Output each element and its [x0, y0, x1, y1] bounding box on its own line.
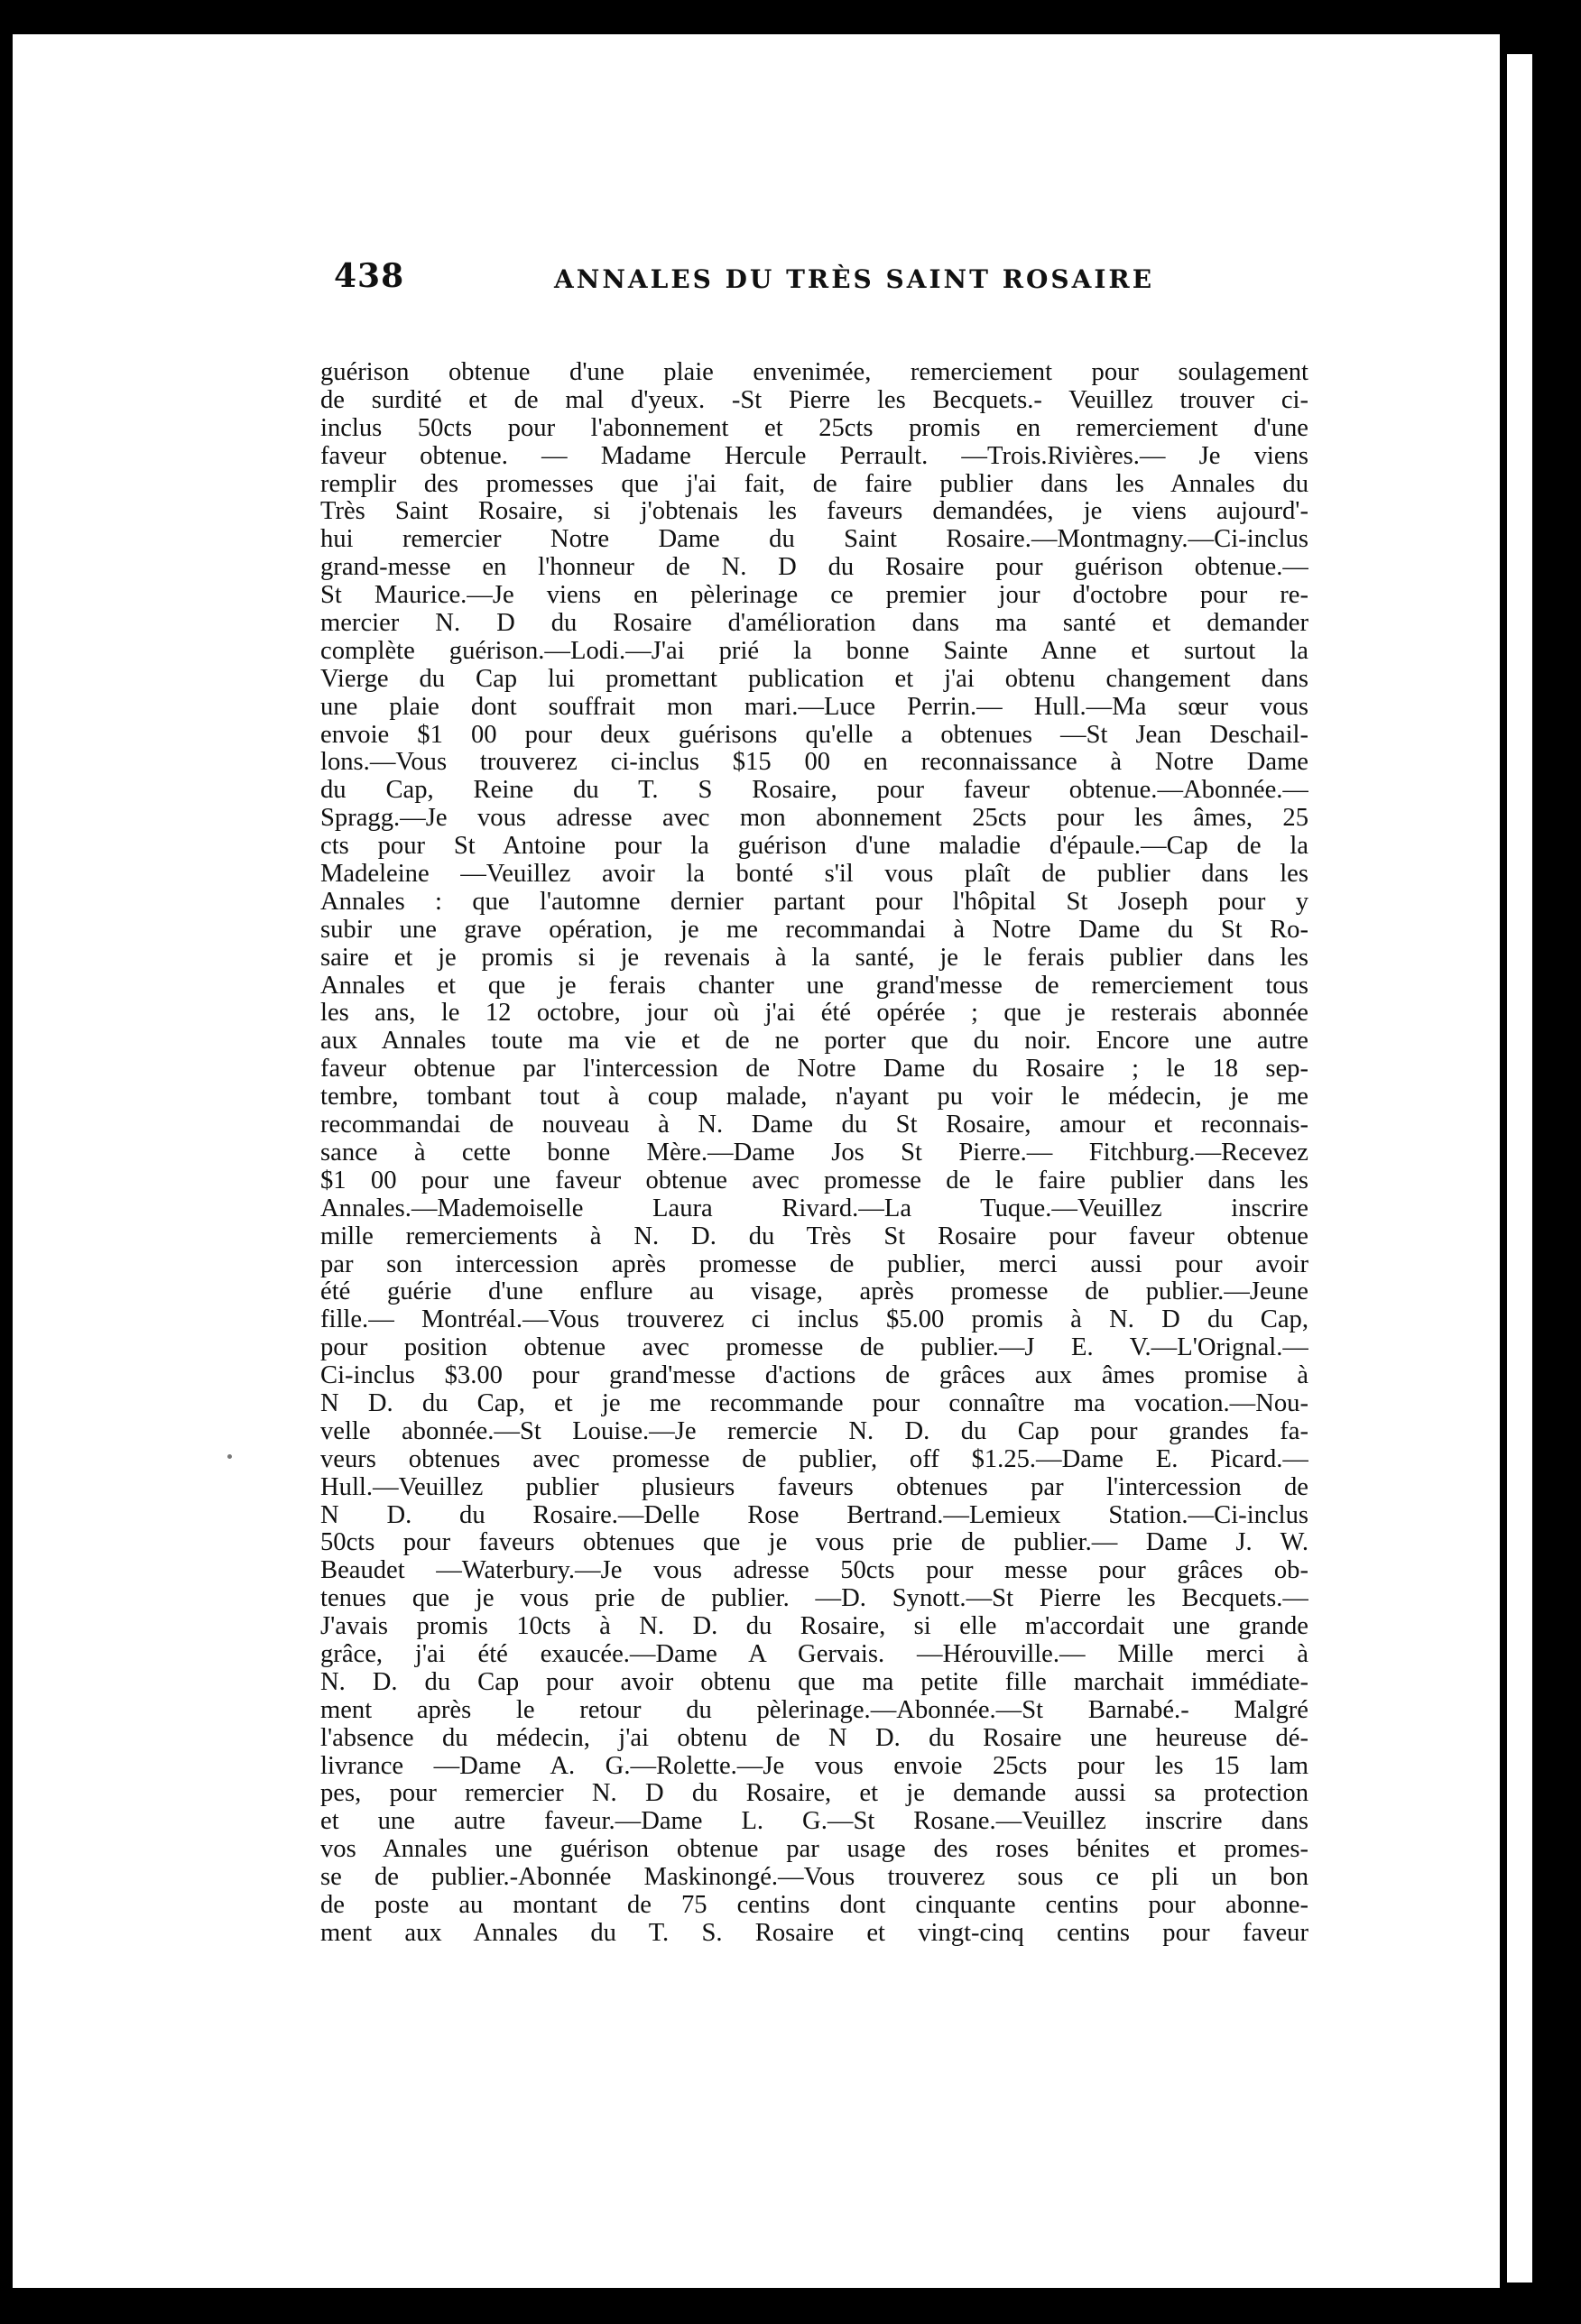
text-line: saire et je promis si je revenais à la santé, je le ferais publier dans les	[320, 944, 1308, 972]
text-line: fille.— Montréal.—Vous trouverez ci inclus $5.00 promis à N. D du Cap,	[320, 1306, 1308, 1334]
text-line: remplir des promesses que j'ai fait, de faire publier dans les Annales du	[320, 470, 1308, 498]
text-line: pour position obtenue avec promesse de publier.—J E. V.—L'Orignal.—	[320, 1334, 1308, 1362]
text-line: St Maurice.—Je viens en pèlerinage ce premier jour d'octobre pour re-	[320, 582, 1308, 610]
text-line: inclus 50cts pour l'abonnement et 25cts promis en remerciement d'une	[320, 414, 1308, 442]
text-line: mille remerciements à N. D. du Très St Rosaire pour faveur obtenue	[320, 1222, 1308, 1250]
text-line: pes, pour remercier N. D du Rosaire, et je demande aussi sa protection	[320, 1780, 1308, 1808]
text-line: tenues que je vous prie de publier. —D. Synott.—St Pierre les Becquets.—	[320, 1585, 1308, 1613]
text-line: Annales.—Mademoiselle Laura Rivard.—La Tuque.—Veuillez inscrire	[320, 1194, 1308, 1222]
page-number: 438	[334, 257, 405, 295]
text-line: hui remercier Notre Dame du Saint Rosaire.—Montmagny.—Ci-inclus	[320, 526, 1308, 554]
text-line: du Cap, Reine du T. S Rosaire, pour faveur obtenue.—Abonnée.—	[320, 777, 1308, 805]
text-line: une plaie dont souffrait mon mari.—Luce Perrin.— Hull.—Ma sœur vous	[320, 693, 1308, 721]
text-line: de surdité et de mal d'yeux. -St Pierre les Becquets.- Veuillez trouver ci-	[320, 386, 1308, 414]
text-line: cts pour St Antoine pour la guérison d'une maladie d'épaule.—Cap de la	[320, 833, 1308, 861]
text-line: ment aux Annales du T. S. Rosaire et vingt-cinq centins pour faveur	[320, 1919, 1308, 1947]
text-line: vos Annales une guérison obtenue par usage des roses bénites et promes-	[320, 1836, 1308, 1864]
text-line: $1 00 pour une faveur obtenue avec promesse de le faire publier dans les	[320, 1167, 1308, 1194]
page-header	[334, 257, 1173, 302]
text-line: N D. du Rosaire.—Delle Rose Bertrand.—Lemieux Station.—Ci-inclus	[320, 1501, 1308, 1529]
text-line: complète guérison.—Lodi.—J'ai prié la bonne Sainte Anne et surtout la	[320, 637, 1308, 665]
text-line: grâce, j'ai été exaucée.—Dame A Gervais. —Hérouville.— Mille merci à	[320, 1640, 1308, 1668]
text-line: et une autre faveur.—Dame L. G.—St Rosane.—Veuillez inscrire dans	[320, 1808, 1308, 1836]
text-line: l'absence du médecin, j'ai obtenu de N D. du Rosaire une heureuse dé-	[320, 1724, 1308, 1752]
text-line: recommandai de nouveau à N. Dame du St Rosaire, amour et reconnais-	[320, 1111, 1308, 1139]
text-line: Annales : que l'automne dernier partant pour l'hôpital St Joseph pour y	[320, 888, 1308, 916]
text-line: veurs obtenues avec promesse de publier, off $1.25.—Dame E. Picard.—	[320, 1445, 1308, 1473]
text-line: été guérie d'une enflure au visage, après promesse de publier.—Jeune	[320, 1278, 1308, 1306]
text-line: J'avais promis 10cts à N. D. du Rosaire, si elle m'accordait une grande	[320, 1613, 1308, 1641]
running-title: ANNALES DU TRÈS SAINT ROSAIRE	[554, 264, 1155, 294]
text-line: livrance —Dame A. G.—Rolette.—Je vous envoie 25cts pour les 15 lam	[320, 1752, 1308, 1780]
facing-page-edge	[1507, 54, 1532, 2282]
scan-speck	[227, 1454, 232, 1459]
text-line: Très Saint Rosaire, si j'obtenais les faveurs demandées, je viens aujourd'-	[320, 498, 1308, 526]
text-line: Beaudet —Waterbury.—Je vous adresse 50cts pour messe pour grâces ob-	[320, 1557, 1308, 1585]
text-line: faveur obtenue. — Madame Hercule Perrault. —Trois.Rivières.— Je viens	[320, 442, 1308, 470]
text-line: envoie $1 00 pour deux guérisons qu'elle a obtenues —St Jean Deschail-	[320, 721, 1308, 749]
text-line: sance à cette bonne Mère.—Dame Jos St Pierre.— Fitchburg.—Recevez	[320, 1139, 1308, 1167]
text-line: grand-messe en l'honneur de N. D du Rosaire pour guérison obtenue.—	[320, 554, 1308, 582]
text-line: mercier N. D du Rosaire d'amélioration dans ma santé et demander	[320, 610, 1308, 638]
text-line: Ci-inclus $3.00 pour grand'messe d'actions de grâces aux âmes promise à	[320, 1362, 1308, 1390]
text-line: N D. du Cap, et je me recommande pour connaître ma vocation.—Nou-	[320, 1389, 1308, 1417]
text-line: 50cts pour faveurs obtenues que je vous prie de publier.— Dame J. W.	[320, 1529, 1308, 1557]
text-line: N. D. du Cap pour avoir obtenu que ma petite fille marchait immédiate-	[320, 1668, 1308, 1696]
text-line: Madeleine —Veuillez avoir la bonté s'il vous plaît de publier dans les	[320, 861, 1308, 889]
text-line: Spragg.—Je vous adresse avec mon abonnement 25cts pour les âmes, 25	[320, 805, 1308, 833]
text-line: velle abonnée.—St Louise.—Je remercie N. D. du Cap pour grandes fa-	[320, 1417, 1308, 1445]
text-line: lons.—Vous trouverez ci-inclus $15 00 en reconnaissance à Notre Dame	[320, 749, 1308, 777]
text-line: aux Annales toute ma vie et de ne porter que du noir. Encore une autre	[320, 1028, 1308, 1056]
text-line: de poste au montant de 75 centins dont cinquante centins pour abonne-	[320, 1891, 1308, 1919]
text-line: ment après le retour du pèlerinage.—Abonnée.—St Barnabé.- Malgré	[320, 1696, 1308, 1724]
text-line: les ans, le 12 octobre, jour où j'ai été opérée ; que je resterais abonnée	[320, 1000, 1308, 1028]
text-line: Annales et que je ferais chanter une grand'messe de remerciement tous	[320, 972, 1308, 1000]
text-line: guérison obtenue d'une plaie envenimée, remerciement pour soulagement	[320, 359, 1308, 386]
text-line: subir une grave opération, je me recommandai à Notre Dame du St Ro-	[320, 916, 1308, 944]
text-line: Vierge du Cap lui promettant publication et j'ai obtenu changement dans	[320, 665, 1308, 693]
text-line: par son intercession après promesse de publier, merci aussi pour avoir	[320, 1250, 1308, 1278]
text-line: se de publier.-Abonnée Maskinongé.—Vous trouverez sous ce pli un bon	[320, 1864, 1308, 1892]
text-line: tembre, tombant tout à coup malade, n'ayant pu voir le médecin, je me	[320, 1084, 1308, 1111]
text-line: Hull.—Veuillez publier plusieurs faveurs obtenues par l'intercession de	[320, 1473, 1308, 1501]
body-text	[320, 359, 1308, 1948]
text-line: faveur obtenue par l'intercession de Notre Dame du Rosaire ; le 18 sep-	[320, 1056, 1308, 1084]
